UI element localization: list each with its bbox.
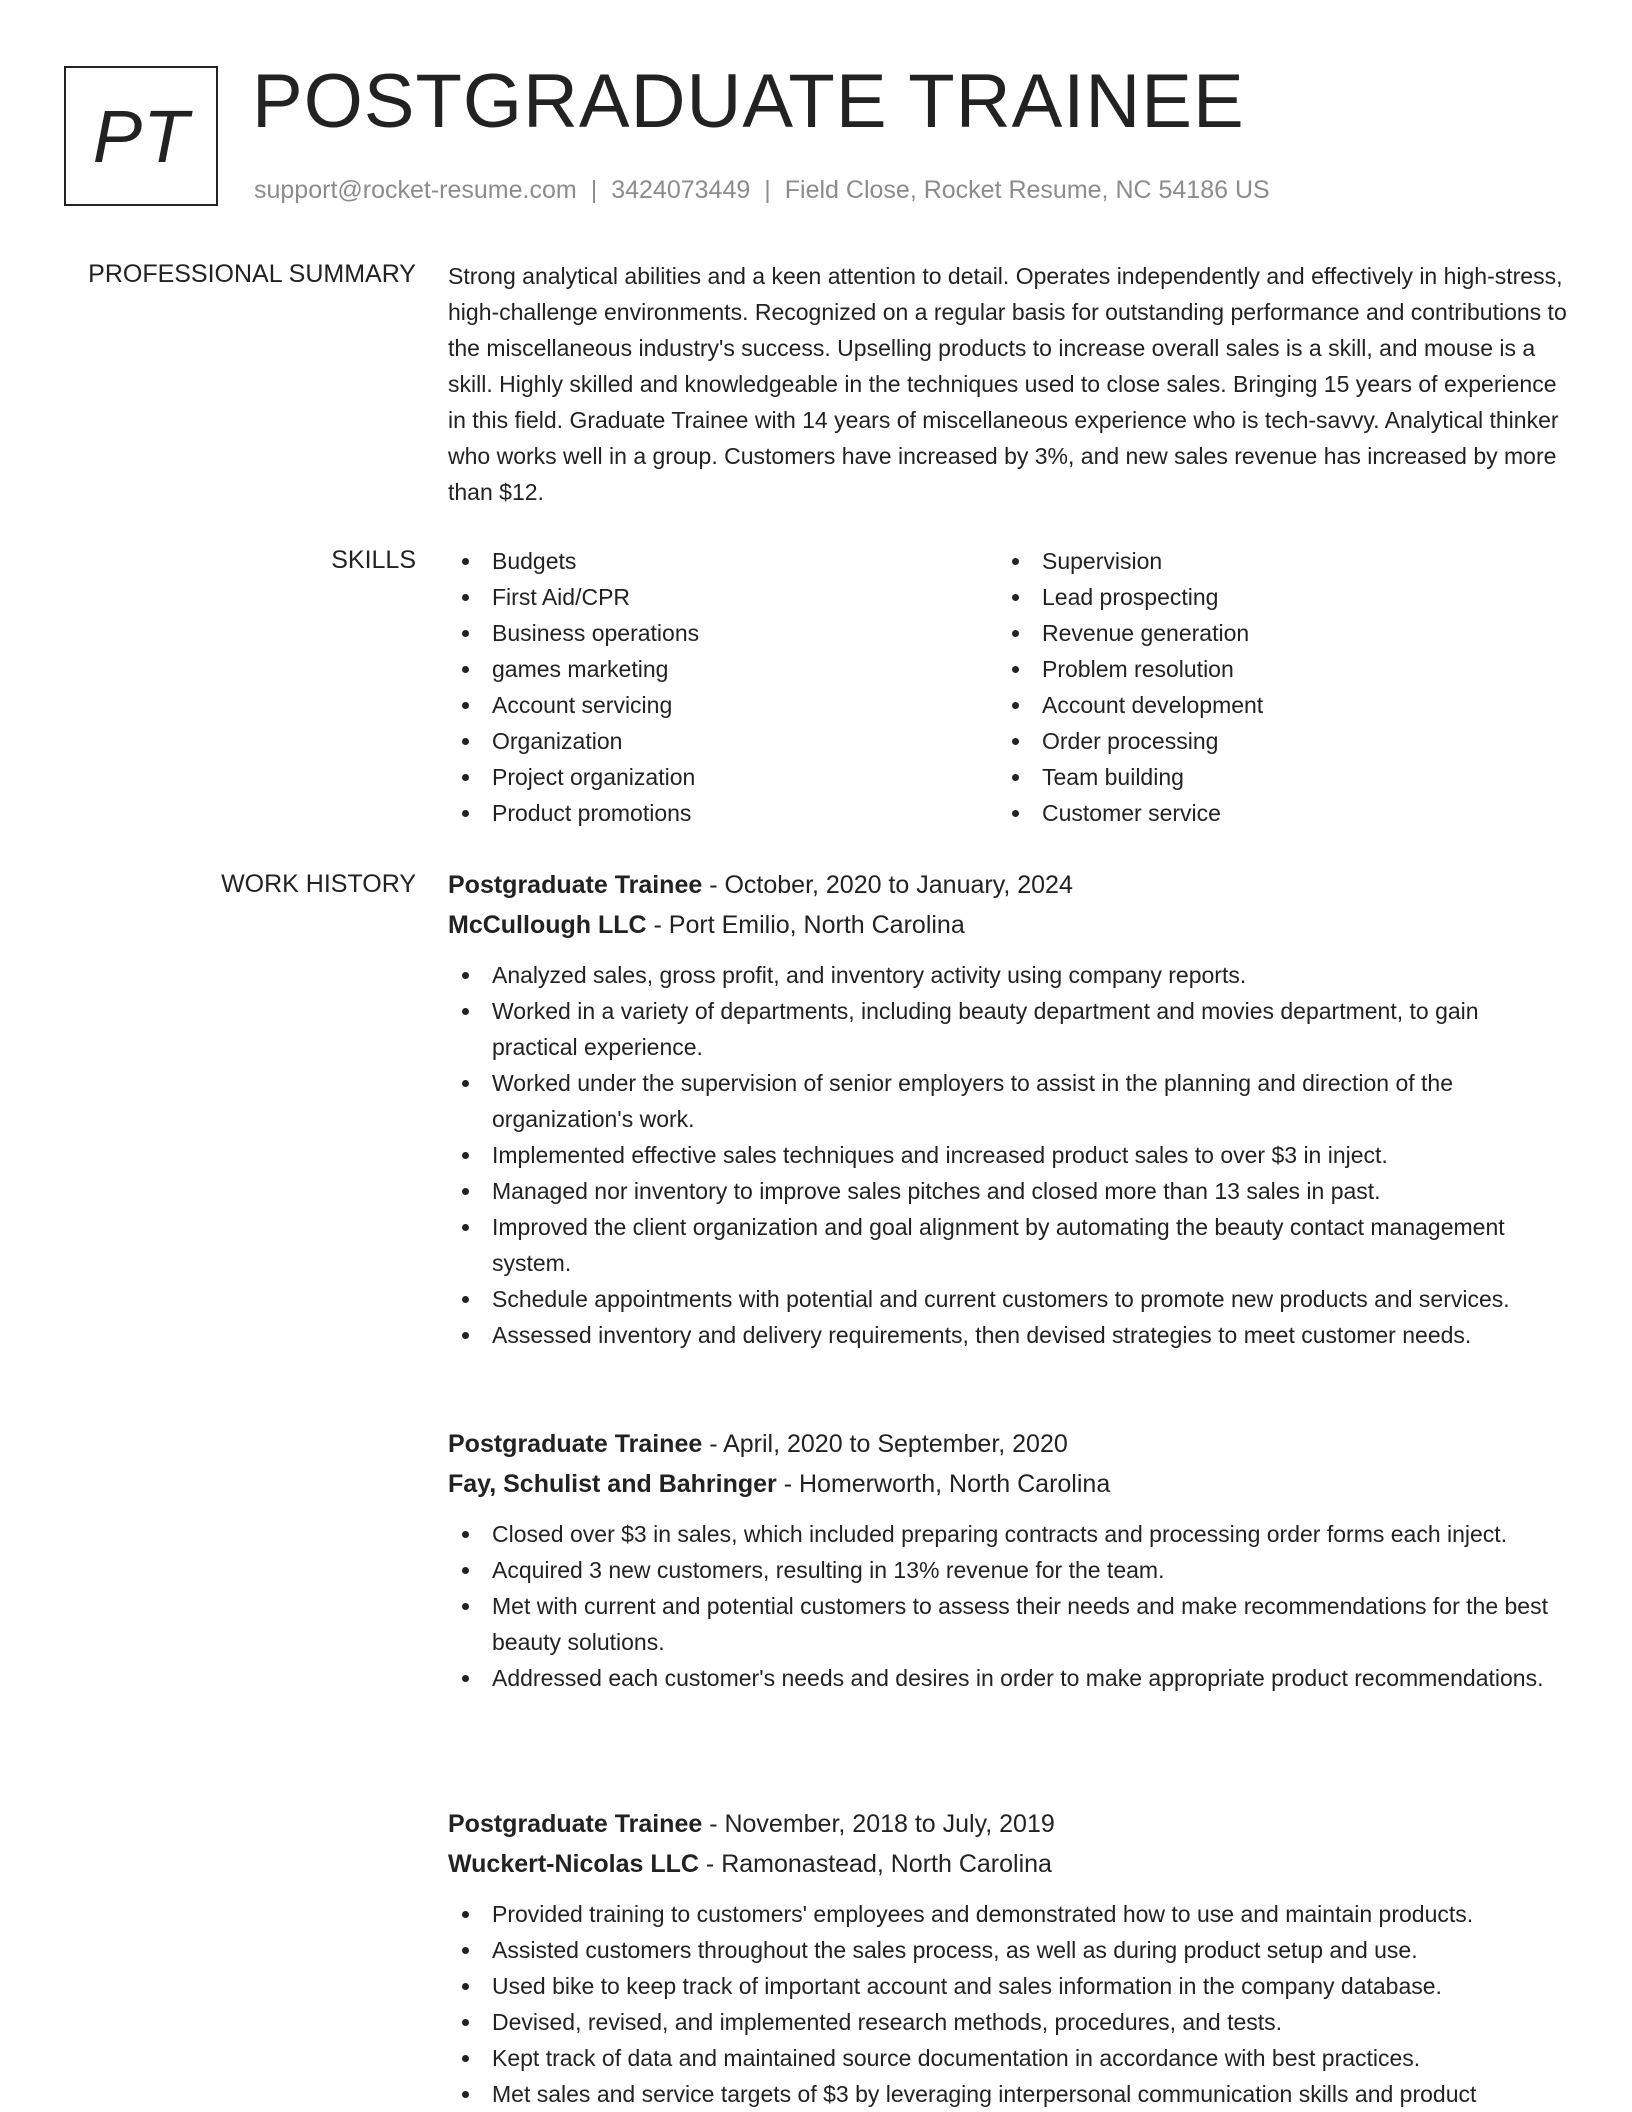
monogram-logo: PT (64, 66, 218, 206)
job-bullet: Managed nor inventory to improve sales pitches and closed more than 13 sales in past. (448, 1173, 1568, 1209)
skill-item: Order processing (998, 723, 1548, 759)
skill-item: Problem resolution (998, 651, 1548, 687)
job-dates: - April, 2020 to September, 2020 (702, 1430, 1068, 1458)
skills-list-left (448, 543, 998, 831)
job-bullet: Met with current and potential customers to assess their needs and make recommendations for the best beauty solutions. (448, 1588, 1568, 1660)
job-bullet: Assessed inventory and delivery requirements, then devised strategies to meet customer needs. (448, 1317, 1568, 1353)
skill-item: Business operations (448, 615, 998, 651)
job-bullet: Schedule appointments with potential and current customers to promote new products and services. (448, 1281, 1568, 1317)
skill-item: Budgets (448, 543, 998, 579)
job-bullet-list (448, 957, 1568, 1353)
job-bullet: Met sales and service targets of $3 by leveraging interpersonal communication skills and product (448, 2076, 1568, 2112)
skill-item: games marketing (448, 651, 998, 687)
job-bullet-list (448, 1896, 1568, 2112)
job-dates: - October, 2020 to January, 2024 (702, 871, 1073, 899)
skills-section (448, 543, 1568, 831)
work-history-heading: WORK HISTORY (221, 870, 416, 898)
skill-item: Revenue generation (998, 615, 1548, 651)
job-bullet: Closed over $3 in sales, which included preparing contracts and processing order forms each inject. (448, 1516, 1568, 1552)
skill-item: Customer service (998, 795, 1548, 831)
job-location: - Ramonastead, North Carolina (698, 1850, 1052, 1878)
job-bullet: Assisted customers throughout the sales process, as well as during product setup and use. (448, 1932, 1568, 1968)
job-title: Postgraduate Trainee (448, 1430, 703, 1458)
job-bullet: Analyzed sales, gross profit, and inventory activity using company reports. (448, 957, 1568, 993)
skills-heading: SKILLS (331, 546, 416, 574)
job-entry (448, 1804, 1568, 2112)
job-company: Fay, Schulist and Bahringer (448, 1470, 777, 1498)
job-bullet: Improved the client organization and goal alignment by automating the beauty contact management system. (448, 1209, 1568, 1281)
skill-item: Team building (998, 759, 1548, 795)
job-entry (448, 1424, 1568, 1696)
job-title-line (448, 865, 1568, 905)
job-location: - Homerworth, North Carolina (776, 1470, 1111, 1498)
contact-separator: | (764, 176, 771, 204)
job-bullet: Acquired 3 new customers, resulting in 13% revenue for the team. (448, 1552, 1568, 1588)
contact-line (254, 172, 1270, 208)
summary-heading: PROFESSIONAL SUMMARY (88, 260, 416, 288)
summary-text: Strong analytical abilities and a keen attention to detail. Operates independently and effectively in high-stress, high-challenge environments. Recognized on a regular basis for outstanding performance and contributions to the miscellaneous industry's success. Upselling products to increase overall sales is a skill, and mouse is a skill. Highly skilled and knowledgeable in the techniques used to close sales. Bringing 15 years of experience in this field. Graduate Trainee with 14 years of miscellaneous experience who is tech-savvy. Analytical thinker who works well in a group. Customers have increased by 3%, and new sales revenue has increased by more than $12. (448, 263, 1567, 505)
job-company-line (448, 1844, 1568, 1884)
job-title-line (448, 1804, 1568, 1844)
contact-address: Field Close, Rocket Resume, NC 54186 US (784, 176, 1270, 204)
job-company-line (448, 1464, 1568, 1504)
job-bullet: Kept track of data and maintained source documentation in accordance with best practices. (448, 2040, 1568, 2076)
job-bullet: Provided training to customers' employees and demonstrated how to use and maintain products. (448, 1896, 1568, 1932)
contact-email[interactable]: support@rocket-resume.com (254, 176, 577, 204)
job-bullet: Worked under the supervision of senior employers to assist in the planning and direction of the organization's work. (448, 1065, 1568, 1137)
skill-item: Project organization (448, 759, 998, 795)
job-bullet-list (448, 1516, 1568, 1696)
contact-separator: | (590, 176, 598, 204)
skill-item: Organization (448, 723, 998, 759)
skill-item: Account development (998, 687, 1548, 723)
job-company: Wuckert-Nicolas LLC (448, 1850, 699, 1878)
job-title: Postgraduate Trainee (448, 1810, 703, 1838)
job-bullet: Addressed each customer's needs and desires in order to make appropriate product recommendations. (448, 1660, 1568, 1696)
job-location: - Port Emilio, North Carolina (646, 911, 965, 939)
skill-item: Lead prospecting (998, 579, 1548, 615)
page-title: POSTGRADUATE TRAINEE (252, 59, 1245, 144)
summary-section (448, 258, 1568, 510)
job-bullet: Devised, revised, and implemented research methods, procedures, and tests. (448, 2004, 1568, 2040)
job-company: McCullough LLC (448, 911, 647, 939)
skill-item: First Aid/CPR (448, 579, 998, 615)
job-bullet: Used bike to keep track of important account and sales information in the company database. (448, 1968, 1568, 2004)
job-title-line (448, 1424, 1568, 1464)
skill-item: Product promotions (448, 795, 998, 831)
skills-list-right (998, 543, 1548, 831)
job-company-line (448, 905, 1568, 945)
job-bullet: Worked in a variety of departments, including beauty department and movies department, to gain practical experience. (448, 993, 1568, 1065)
contact-phone[interactable]: 3424073449 (611, 176, 751, 204)
job-entry (448, 865, 1568, 1353)
job-bullet: Implemented effective sales techniques and increased product sales to over $3 in inject. (448, 1137, 1568, 1173)
job-dates: - November, 2018 to July, 2019 (702, 1810, 1055, 1838)
skill-item: Account servicing (448, 687, 998, 723)
skill-item: Supervision (998, 543, 1548, 579)
job-title: Postgraduate Trainee (448, 871, 703, 899)
